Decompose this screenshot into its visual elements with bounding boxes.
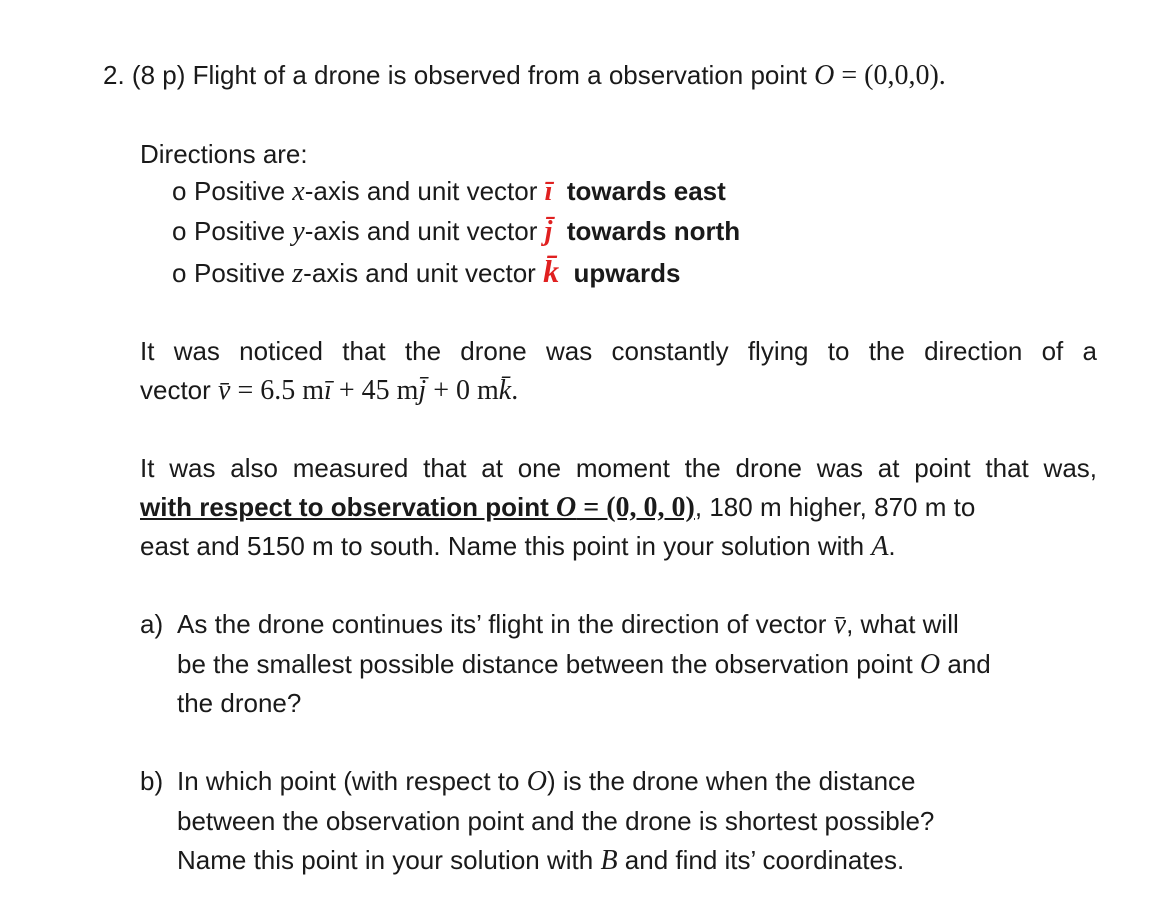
paragraph-point-line3 <box>140 531 896 562</box>
question-text: In which point (with respect to <box>177 766 527 796</box>
origin-coordinates: (0,0,0). <box>864 60 946 91</box>
direction-text: Positive <box>194 216 293 246</box>
question-text: and <box>940 649 991 679</box>
direction-text: -axis and unit vector <box>303 258 544 288</box>
direction-north: towards north <box>566 216 741 246</box>
point-B: B <box>600 845 618 876</box>
paragraph-direction-line2 <box>140 375 518 406</box>
direction-text: Positive <box>194 176 293 206</box>
problem-number: 2. <box>103 60 125 90</box>
observation-point-emphasis: with respect to observation point <box>140 492 557 522</box>
question-a-line2 <box>177 649 991 680</box>
question-text: ) is the drone when the distance <box>546 766 916 796</box>
direction-text: Positive <box>194 258 293 288</box>
vector-i: ī <box>324 375 332 406</box>
period: . <box>888 531 896 561</box>
direction-item-z <box>172 253 681 289</box>
axis-z: z <box>292 258 304 289</box>
directions-heading: Directions are: <box>140 139 308 169</box>
problem-title-text: Flight of a drone is observed from a observation point <box>192 60 807 90</box>
question-text: be the smallest possible distance between the observation point <box>177 649 920 679</box>
origin-symbol: O <box>526 766 547 797</box>
velocity-vector: v̄ <box>833 609 847 640</box>
problem-title <box>103 60 946 91</box>
period: . <box>511 375 519 406</box>
question-text: Name this point in your solution with <box>177 845 601 875</box>
direction-text: -axis and unit vector <box>304 176 545 206</box>
vector-expression: + 45 m <box>331 375 419 406</box>
vector-j: j̄ <box>418 375 427 406</box>
question-b-line2: between the observation point and the drone is shortest possible? <box>177 806 935 836</box>
bullet-marker: o <box>172 258 187 288</box>
axis-y: y <box>292 216 305 247</box>
question-b-line3 <box>177 845 904 876</box>
question-a-line3: the drone? <box>177 688 302 718</box>
question-text: and find its’ coordinates. <box>617 845 905 875</box>
vector-expression: + 0 m <box>426 375 499 406</box>
paragraph-point-line1: It was also measured that at one moment the drone was at point that was, <box>140 453 1097 483</box>
bullet-marker: o <box>172 176 187 206</box>
vector-label: vector <box>140 375 219 405</box>
question-b-label: b) <box>140 766 164 796</box>
direction-up: upwards <box>573 258 681 288</box>
direction-item-y <box>172 216 740 247</box>
direction-east: towards east <box>566 176 726 206</box>
unit-vector-k: k̄ <box>543 253 560 289</box>
unit-vector-i: ī <box>544 176 553 207</box>
paragraph-direction-line1: It was noticed that the drone was constantly flying to the direction of a <box>140 336 1097 366</box>
vector-k: k̄ <box>498 375 512 406</box>
paragraph-point-line2 <box>140 492 975 523</box>
question-text: As the drone continues its’ flight in the direction of vector <box>177 609 834 639</box>
problem-points: (8 p) <box>131 60 186 90</box>
question-text: , what will <box>846 609 959 639</box>
unit-vector-j: j̄ <box>544 216 553 247</box>
point-text: east and 5150 m to south. Name this point in your solution with <box>140 531 872 561</box>
direction-text: -axis and unit vector <box>304 216 545 246</box>
velocity-vector: v̄ <box>218 375 231 406</box>
axis-x: x <box>292 176 305 207</box>
origin-symbol: O <box>814 60 835 91</box>
question-a-label: a) <box>140 609 164 639</box>
equals-sign: = <box>834 60 865 91</box>
vector-expression: = 6.5 m <box>230 375 325 406</box>
question-b-line1 <box>177 766 916 797</box>
direction-item-x <box>172 176 726 207</box>
origin-coordinates: = (0, 0, 0) <box>576 492 695 523</box>
point-A: A <box>871 531 889 562</box>
point-offsets: , 180 m higher, 870 m to <box>694 492 976 522</box>
origin-symbol: O <box>919 649 941 680</box>
origin-symbol: O <box>556 492 577 523</box>
question-a-line1 <box>177 609 959 640</box>
bullet-marker: o <box>172 216 187 246</box>
